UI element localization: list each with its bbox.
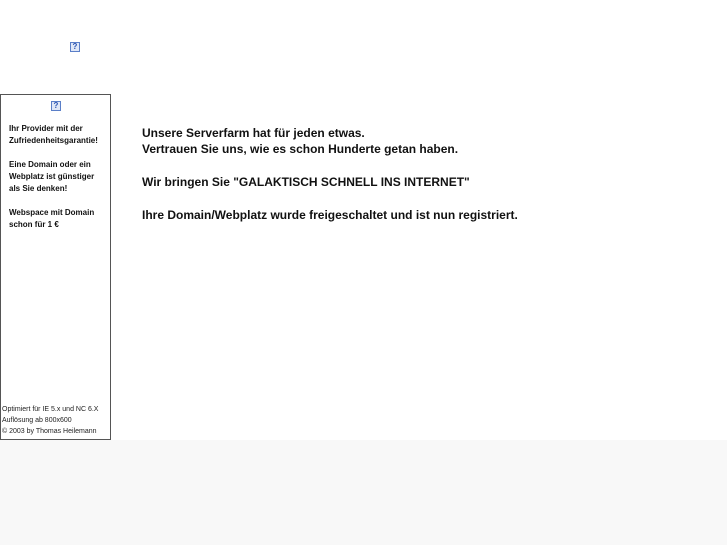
sidebar-promo-domain: Eine Domain oder ein Webplatz ist günstiger als Sie denken! [9,160,95,193]
main-text-serverfarm: Unsere Serverfarm hat für jeden etwas. [142,126,365,140]
sidebar-promo-provider: Ihr Provider mit der Zufriedenheitsgarantie! [9,124,98,145]
page-bottom-band [0,440,727,545]
sidebar-promo-webspace: Webspace mit Domain schon für 1 € [9,208,95,229]
main-content [142,125,702,223]
faint-heading-band [162,86,472,108]
sidebar-footer: Optimiert für IE 5.x und NC 6.X Auflösung ab 800x600 © 2003 by Thomas Heilemann [2,406,99,435]
broken-image-icon: ? [51,101,61,111]
spacer [142,157,702,174]
main-text-status: Ihre Domain/Webplatz wurde freigeschaltet und ist nun registriert. [142,208,518,222]
broken-image-icon: ? [70,42,80,52]
main-text-slogan: Wir bringen Sie "GALAKTISCH SCHNELL INS INTERNET" [142,175,470,189]
spacer [142,190,702,207]
sidebar-promo-list [9,123,109,243]
main-text-trust: Vertrauen Sie uns, wie es schon Hunderte getan haben. [142,142,459,156]
sidebar [0,94,111,440]
